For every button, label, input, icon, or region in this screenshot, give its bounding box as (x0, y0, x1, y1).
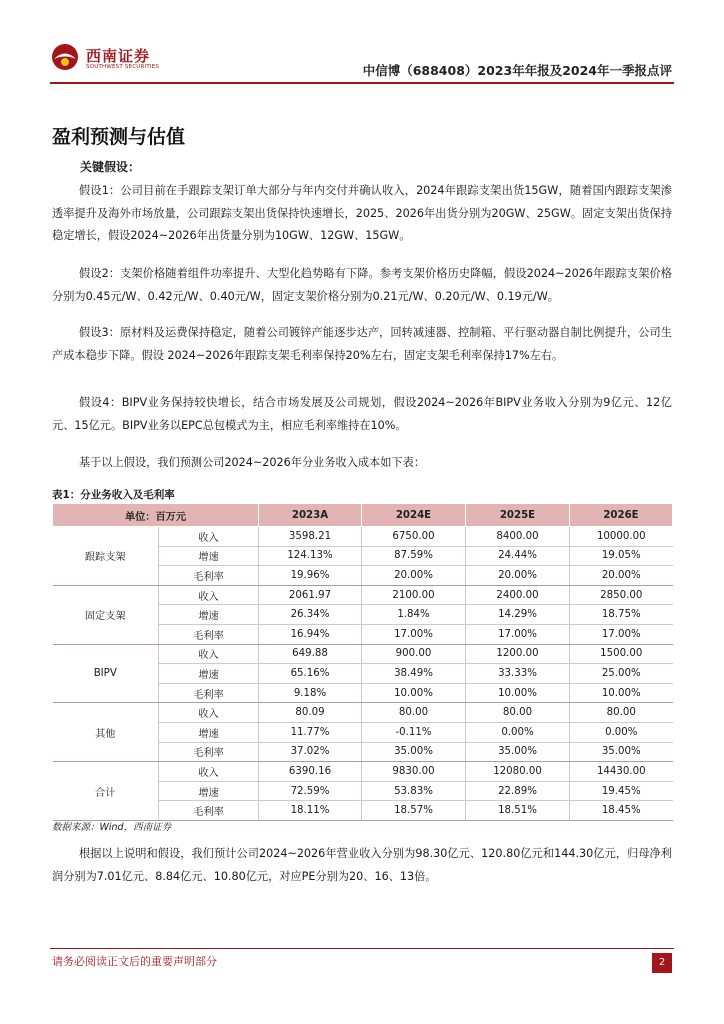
table-cell: 3598.21 (259, 527, 362, 547)
header-divider (50, 82, 674, 84)
table-cell: 10.00% (362, 683, 466, 703)
table-cell: 649.88 (259, 644, 362, 664)
table-cell: 1500.00 (570, 644, 673, 664)
row-metric-label: 增速 (159, 781, 259, 801)
table-cell: 6390.16 (259, 762, 362, 782)
row-group-label: 固定支架 (53, 585, 159, 644)
footer-disclaimer: 请务必阅读正文后的重要声明部分 (52, 955, 217, 968)
table-header-year: 2026E (570, 504, 673, 527)
table-cell: 80.09 (259, 703, 362, 723)
table-cell: 80.00 (466, 703, 570, 723)
table-cell: 14.29% (466, 605, 570, 625)
assumption-4-paragraph: 假设4：BIPV业务保持较快增长，结合市场发展及公司规划，假设2024~2026年BIPV业务收入分别为9亿元、12亿元、15亿元。BIPV业务以EPC总包模式为主，相应毛利率维持在10%。 (52, 396, 672, 432)
table-cell: 9.18% (259, 683, 362, 703)
table-cell: 19.05% (570, 546, 673, 566)
table-header-row (53, 504, 673, 527)
table-cell: 65.16% (259, 664, 362, 684)
logo-subtitle: SOUTHWEST SECURITIES (86, 64, 160, 70)
table-cell: 25.00% (570, 664, 673, 684)
table-cell: 1200.00 (466, 644, 570, 664)
row-metric-label: 毛利率 (159, 742, 259, 762)
table-cell: 20.00% (466, 566, 570, 586)
assumption-3-paragraph: 假设3：原材料及运费保持稳定，随着公司镀锌产能逐步达产，回转减速器、控制箱、平行驱动器自制比例提升，公司生产成本稳步下降。假设 2024~2026年跟踪支架毛利率保持20%左右，固定支架毛利率保持17%左右。 (52, 326, 672, 362)
table-row (53, 762, 673, 782)
table-cell: 18.57% (362, 801, 466, 821)
table-cell: 10000.00 (570, 527, 673, 547)
table-cell: 38.49% (362, 664, 466, 684)
logo-name: 西南证券 (86, 47, 151, 65)
table-row (53, 644, 673, 664)
conclusion-paragraph: 根据以上说明和假设，我们预计公司2024~2026年营业收入分别为98.30亿元、120.80亿元和144.30亿元，归母净利润分别为7.01亿元、8.84亿元、10.80亿元，对应PE分别为20、16、13倍。 (52, 847, 672, 883)
table-header-year: 2025E (466, 504, 570, 527)
key-assumptions-title: 关键假设： (80, 160, 141, 174)
table-row (53, 703, 673, 723)
row-metric-label: 毛利率 (159, 566, 259, 586)
table-header-year: 2024E (362, 504, 466, 527)
table-cell: 17.00% (466, 624, 570, 644)
row-metric-label: 增速 (159, 605, 259, 625)
table-header-unit: 单位：百万元 (53, 504, 259, 527)
table-cell: 19.45% (570, 781, 673, 801)
row-metric-label: 收入 (159, 762, 259, 782)
row-metric-label: 毛利率 (159, 683, 259, 703)
section-title: 盈利预测与估值 (52, 126, 186, 148)
row-metric-label: 增速 (159, 722, 259, 742)
company-logo (50, 42, 160, 74)
table-header-year: 2023A (259, 504, 362, 527)
table-cell: 18.45% (570, 801, 673, 821)
table-cell: 80.00 (362, 703, 466, 723)
row-metric-label: 收入 (159, 644, 259, 664)
table-cell: 16.94% (259, 624, 362, 644)
data-source: 数据来源：Wind，西南证券 (52, 822, 172, 833)
table-cell: 12080.00 (466, 762, 570, 782)
table-cell: 35.00% (362, 742, 466, 762)
table-cell: 124.13% (259, 546, 362, 566)
row-metric-label: 增速 (159, 546, 259, 566)
table-cell: 18.75% (570, 605, 673, 625)
table-cell: 11.77% (259, 722, 362, 742)
row-group-label: BIPV (53, 644, 159, 703)
table-row (53, 527, 673, 547)
table-caption: 表1：分业务收入及毛利率 (52, 489, 175, 501)
row-group-label: 其他 (53, 703, 159, 762)
table-cell: 17.00% (362, 624, 466, 644)
page-number: 2 (652, 953, 672, 973)
row-group-label: 合计 (53, 762, 159, 821)
row-metric-label: 增速 (159, 664, 259, 684)
table-cell: 17.00% (570, 624, 673, 644)
table-cell: 0.00% (570, 722, 673, 742)
table-cell: 18.51% (466, 801, 570, 821)
table-cell: 72.59% (259, 781, 362, 801)
logo-mark-icon (50, 42, 80, 72)
table-cell: 0.00% (466, 722, 570, 742)
table-cell: 37.02% (259, 742, 362, 762)
table-cell: 19.96% (259, 566, 362, 586)
table-cell: 20.00% (570, 566, 673, 586)
table-cell: 2100.00 (362, 585, 466, 605)
table-cell: 9830.00 (362, 762, 466, 782)
row-group-label: 跟踪支架 (53, 527, 159, 586)
assumption-1-paragraph: 假设1：公司目前在手跟踪支架订单大部分与年内交付并确认收入，2024年跟踪支架出货15GW，随着国内跟踪支架渗透率提升及海外市场放量，公司跟踪支架出货保持快速增长，2025、2026年出货分别为20GW、25GW。固定支架出货保持稳定增长，假设2024~2026年出货量分别为10GW、12GW、15GW。 (52, 184, 672, 242)
table-cell: 2850.00 (570, 585, 673, 605)
table-cell: 33.33% (466, 664, 570, 684)
table-cell: 2061.97 (259, 585, 362, 605)
table-cell: 14430.00 (570, 762, 673, 782)
row-metric-label: 毛利率 (159, 801, 259, 821)
footer-divider (50, 948, 674, 949)
table-cell: 2400.00 (466, 585, 570, 605)
table-cell: 10.00% (466, 683, 570, 703)
table-cell: 35.00% (570, 742, 673, 762)
row-metric-label: 收入 (159, 703, 259, 723)
row-metric-label: 毛利率 (159, 624, 259, 644)
table-cell: 10.00% (570, 683, 673, 703)
table-cell: 1.84% (362, 605, 466, 625)
table-cell: 80.00 (570, 703, 673, 723)
assumption-2-paragraph: 假设2：支架价格随着组件功率提升、大型化趋势略有下降。参考支架价格历史降幅，假设2024~2026年跟踪支架价格分别为0.45元/W、0.42元/W、0.40元/W，固定支架价格分别为0.21元/W、0.20元/W、0.19元/W。 (52, 267, 672, 303)
row-metric-label: 收入 (159, 585, 259, 605)
table-cell: 35.00% (466, 742, 570, 762)
table-cell: 900.00 (362, 644, 466, 664)
table-cell: 18.11% (259, 801, 362, 821)
report-title: 中信博（688408）2023年年报及2024年一季报点评 (362, 63, 672, 78)
table-cell: 53.83% (362, 781, 466, 801)
table-cell: 87.59% (362, 546, 466, 566)
table-cell: -0.11% (362, 722, 466, 742)
table-intro-paragraph: 基于以上假设，我们预测公司2024~2026年分业务收入成本如下表： (79, 456, 426, 469)
table-cell: 22.89% (466, 781, 570, 801)
row-metric-label: 收入 (159, 527, 259, 547)
table-row (53, 585, 673, 605)
table-cell: 26.34% (259, 605, 362, 625)
table-cell: 6750.00 (362, 527, 466, 547)
table-cell: 20.00% (362, 566, 466, 586)
table-cell: 8400.00 (466, 527, 570, 547)
business-revenue-table (52, 503, 673, 821)
table-cell: 24.44% (466, 546, 570, 566)
